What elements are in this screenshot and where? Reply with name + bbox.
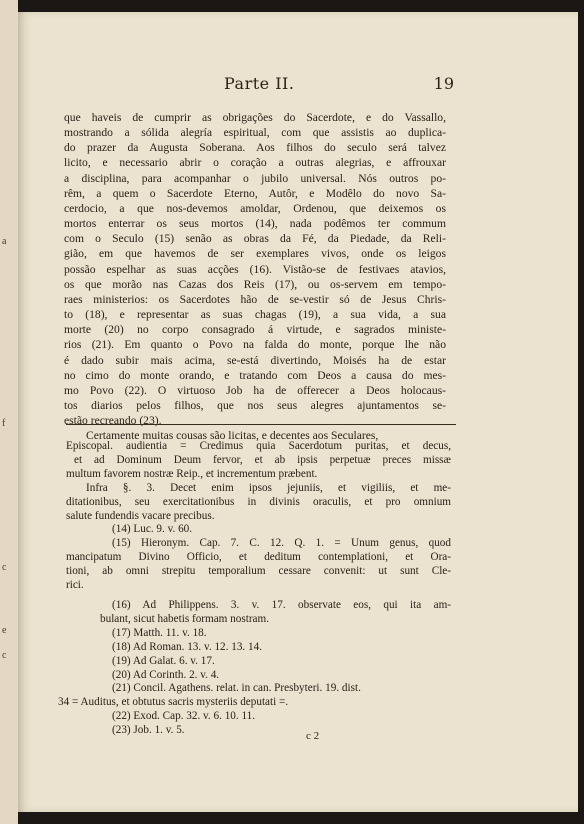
footnote-line: (17) Matth. 11. v. 18. [112,626,207,639]
text-line: possão espelhar as suas acções (16). Vistão-se de festivaes atavios, [64,262,446,276]
text-line: os que morão nas Cazas dos Reis (17), ou os-servem em tempo- [64,277,446,291]
footnote-line: Episcopal. audientia = Credimus quia Sacerdotum puritas, et decus, [66,440,451,452]
edge-letter: c [2,650,7,661]
text-line: to (18), e representar as suas chagas (19), a sua vida, a sua [64,308,446,322]
footnote-line: (22) Exod. Cap. 32. v. 6. 10. 11. [112,710,256,723]
text-line: cerdocio, a que nos-devemos amoldar, Ordenou, que deixemos os [64,201,446,215]
text-line: mo Povo (22). O virtuoso Job ha de offerecer a Deos holocaus- [64,383,446,397]
footnote-line: (16) Ad Philippens. 3. v. 17. observate eos, qui ita am- [112,598,451,611]
edge-letter: c [2,562,7,573]
footnote-rule [66,424,456,425]
edge-letter: a [2,236,7,247]
edge-letter: e [2,625,7,636]
running-header [18,74,578,98]
footnote-line: (15) Hieronym. Cap. 7. C. 12. Q. 1. = Unum genus, quod [112,537,451,550]
footnote-line: ditationibus, seu exercitationibus in divinis oraculis, et pro omnium [66,495,451,508]
text-line: rêm, a quem o Sacerdote Eterno, Autôr, e Modêlo do novo Sa- [64,186,446,200]
text-line: Certamente muitas cousas são licitas, e decentes aos Seculares, [86,429,379,443]
text-line: gião, em que havemos de ser exemplares vivos, onde os leigos [64,247,446,261]
adjacent-page-edge [0,0,18,824]
edge-letter: f [2,418,6,429]
footnote-line: 34 = Auditus, et obtutus sacris mysteriis deputati =. [58,696,289,709]
text-line: é dado subir mais acima, se-está divertindo, Moisés ha de estar [64,353,446,367]
text-line: morte (20) no corpo consagrado á virtude, e sagrados ministe- [64,323,446,337]
footnote-line: (18) Ad Roman. 13. v. 12. 13. 14. [112,640,262,653]
text-line: com o Seculo (15) senão as obras da Fé, da Piedade, da Reli- [64,232,446,246]
footnote-line: tioni, ab omni strepitu temporalium cessare convenit: ut sunt Cle- [66,565,451,578]
footnote-line: (20) Ad Corinth. 2. v. 4. [112,668,220,681]
footnote-line: salute fundendis vacare precibus. [66,509,215,522]
running-title: Parte II. [224,74,295,93]
footnote-line: rici. [66,579,84,592]
text-line: que haveis de cumprir as obrigações do Sacerdote, e do Vassallo, [64,111,446,124]
footnote-line: (21) Concil. Agathens. relat. in can. Presbyteri. 19. dist. [112,682,361,695]
footnote-line: (23) Job. 1. v. 5. [112,724,185,737]
footnote-line: mancipatum Divino Officio, et deditum contemplationi, et Ora- [66,551,451,564]
text-line: raes ministerios: os Sacerdotes hão de se-vestir só de Jesus Chris- [64,292,446,306]
text-line: licito, e necessario abrir o coração a outras alegrias, e affrouxar [64,156,446,170]
text-line: mortos enterrar os seus mortos (14), nada podêmos ter commum [64,217,446,231]
footnotes [58,440,451,738]
text-line: a disciplina, para acompanhar o jubilo universal. Nós outros po- [64,171,446,185]
book-page [18,12,578,812]
text-line: estão recreando (23). [64,414,162,428]
page-number: 19 [433,74,454,93]
main-text [64,110,446,443]
text-line: no cimo do monte orando, e tratando com Deos a causa do mes- [64,368,446,382]
footnote-line: bulant, sicut habetis formam nostram. [100,612,270,625]
text-line: tos diarios pelos filhos, que nos seus alegres ajuntamentos se- [64,398,446,412]
signature-mark: c 2 [306,730,320,742]
text-line: mostrando a sólida alegría espiritual, com que assistis ao duplica- [64,126,446,140]
text-line: rios (21). Em quanto o Povo na falda do monte, porque lhe não [64,338,446,352]
footnote-line: (19) Ad Galat. 6. v. 17. [112,654,215,667]
footnote-line: et ad Dominum Deum fervor, et ab ipsis perpetuæ preces missæ [74,453,451,466]
text-line: do prazer da Augusta Soberana. Aos filhos do seculo será talvez [64,141,446,155]
footnote-line: (14) Luc. 9. v. 60. [112,523,193,536]
footnote-line: multum favorem nostræ Reip., et incrementum præbent. [66,467,318,480]
footnote-line: Infra §. 3. Decet enim ipsos jejuniis, et vigiliis, et me- [86,481,451,494]
